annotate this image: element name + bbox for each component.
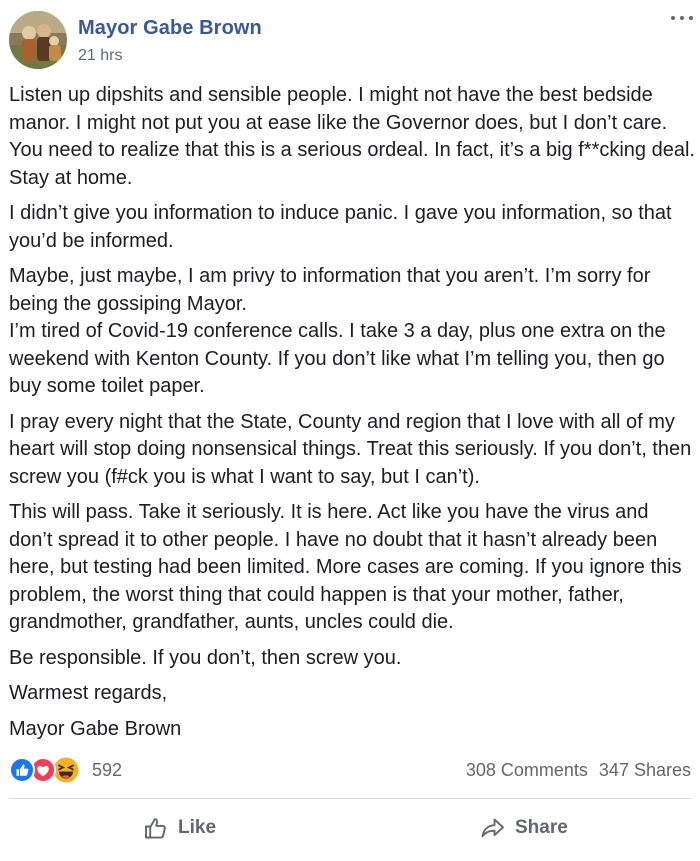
post-timestamp[interactable]: 21 hrs bbox=[78, 47, 123, 64]
post-paragraph: This will pass. Take it seriously. It is here. Act like you have the virus and don’t spread it to other people. I have no doubt that it hasn’t already been here, but testing had been limited. More cases are coming. If you ignore this problem, the worst thing that could happen is that your mother, father, grandmother, grandfather, aunts, uncles could die. bbox=[9, 501, 682, 633]
engagement-stats bbox=[466, 760, 691, 781]
post-paragraph: Listen up dipshits and sensible people. I might not have the best bedside manor. I might not put you at ease like the Governor does, but I don’t care. You need to realize that this is a serious ordeal. In fact, it’s a big f**cking deal. Stay at home. bbox=[9, 84, 695, 189]
reaction-icons bbox=[9, 756, 89, 784]
share-arrow-icon bbox=[480, 815, 506, 841]
shares-count-link[interactable]: 347 Shares bbox=[598, 760, 691, 780]
like-button[interactable] bbox=[143, 806, 216, 850]
like-label: Like bbox=[178, 817, 217, 838]
reaction-count: 592 bbox=[92, 760, 123, 780]
share-label: Share bbox=[515, 817, 568, 838]
post-paragraph: I’m tired of Covid-19 conference calls. I take 3 a day, plus one extra on the weekend with Kenton County. If you don’t like what I’m telling you, then go buy some toilet paper. bbox=[9, 320, 666, 397]
comments-count-link[interactable]: 308 Comments bbox=[465, 760, 588, 780]
post-paragraph: Be responsible. If you don’t, then screw you. bbox=[9, 646, 402, 669]
post-header bbox=[0, 0, 700, 80]
post-signoff: Warmest regards, bbox=[9, 682, 168, 704]
thumbs-up-icon bbox=[143, 815, 169, 841]
share-button[interactable] bbox=[480, 806, 568, 850]
author-name[interactable]: Mayor Gabe Brown bbox=[78, 17, 262, 39]
more-dot bbox=[671, 16, 675, 20]
author-avatar[interactable] bbox=[9, 11, 67, 69]
reactions-summary[interactable] bbox=[9, 756, 123, 784]
post-paragraph: I pray every night that the State, County and region that I love with all of my heart will stop doing nonsensical things. Treat this seriously. If you don’t, then screw you (f#ck you is what I want to say, but I can’t). bbox=[9, 410, 692, 488]
divider bbox=[9, 798, 691, 799]
post-paragraph: Maybe, just maybe, I am privy to information that you aren’t. I’m sorry for being the gossiping Mayor. bbox=[9, 265, 651, 315]
like-reaction-icon bbox=[9, 757, 35, 783]
more-options-icon[interactable] bbox=[670, 10, 694, 26]
post-actions bbox=[0, 806, 700, 852]
post-paragraph: I didn’t give you information to induce panic. I gave you information, so that you’d be informed. bbox=[9, 202, 672, 252]
avatar-image bbox=[9, 11, 67, 69]
post-signature: Mayor Gabe Brown bbox=[9, 717, 182, 740]
post-body bbox=[9, 82, 697, 743]
more-dot bbox=[680, 16, 684, 20]
more-dot bbox=[689, 16, 693, 20]
